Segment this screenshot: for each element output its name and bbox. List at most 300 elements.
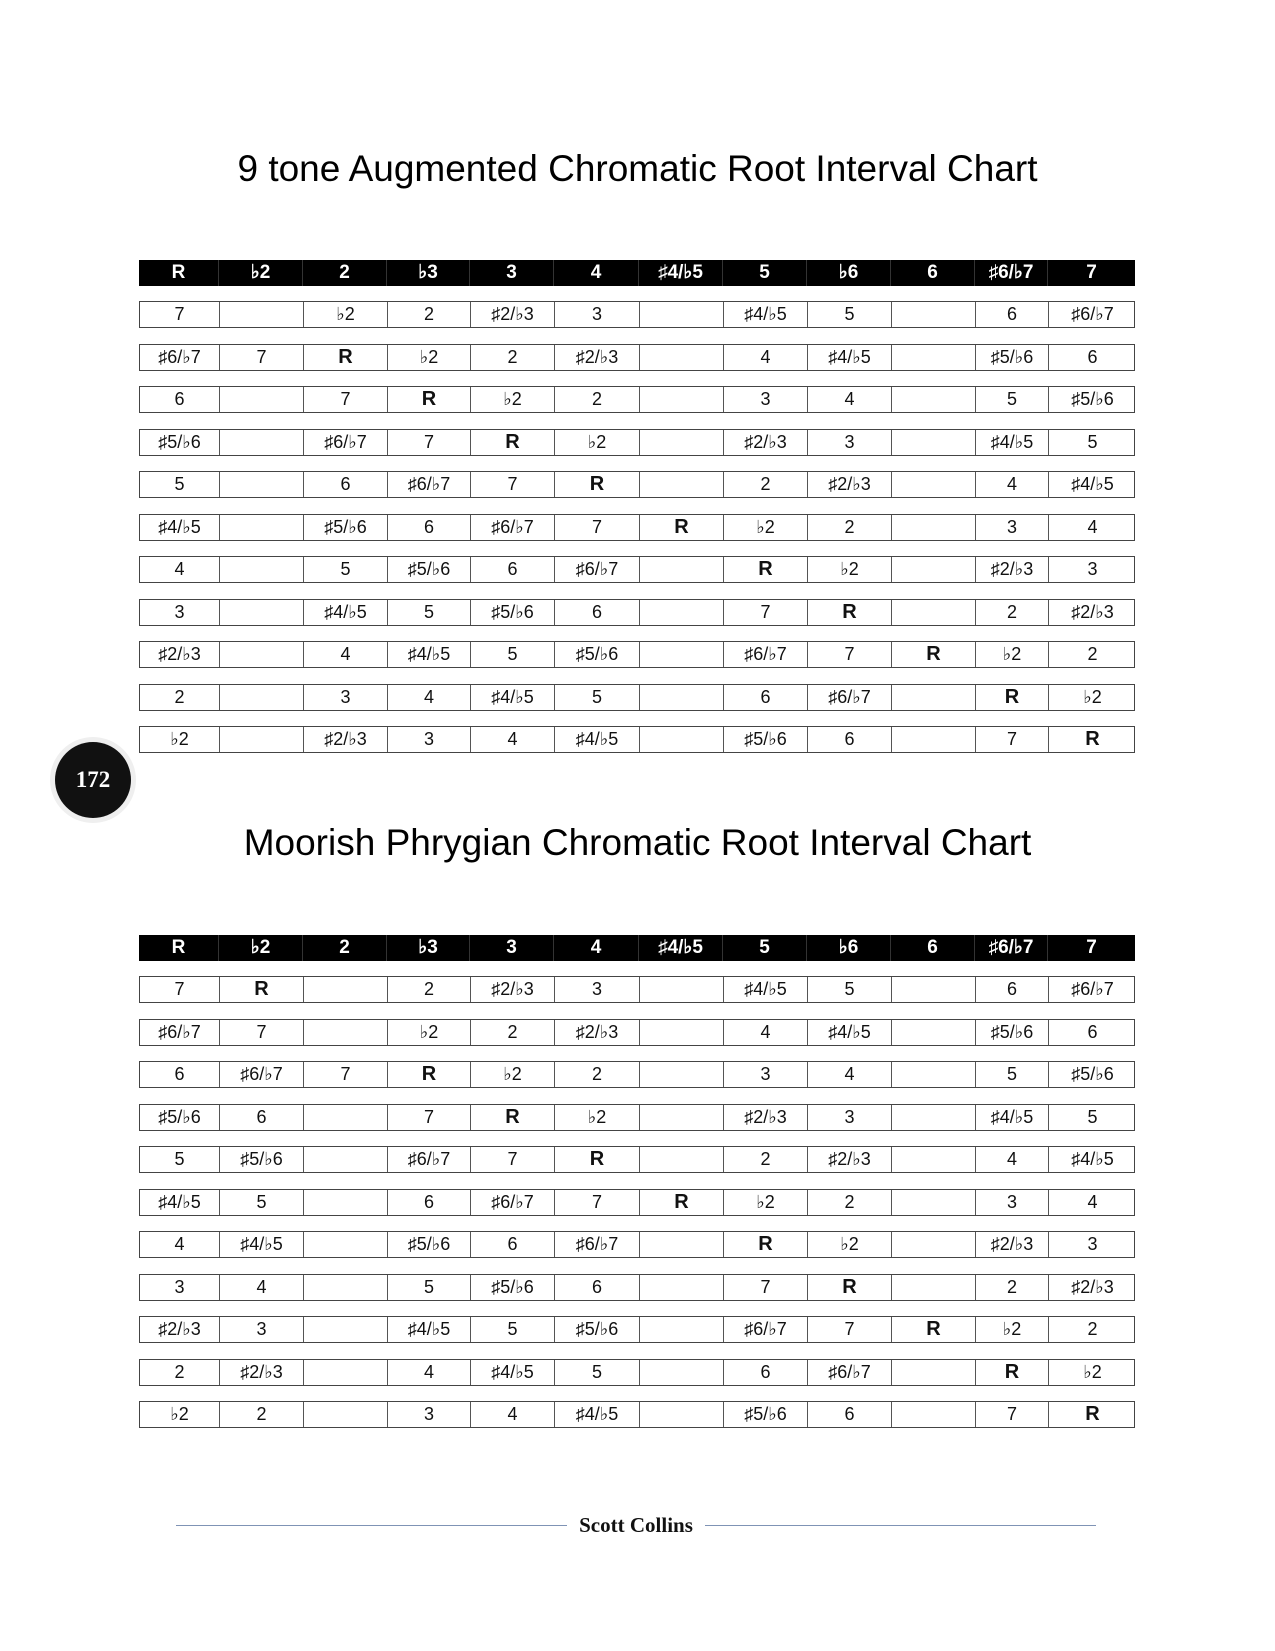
interval-cell: 4	[174, 559, 185, 579]
interval-cell: 2	[807, 515, 891, 540]
interval-cell: 6	[554, 1275, 639, 1300]
column-header: 7	[1047, 935, 1135, 961]
interval-cell	[639, 977, 723, 1002]
interval-cell: ♯6/♭7	[387, 472, 470, 497]
interval-cell: ♯6/♭7	[723, 642, 807, 667]
interval-cell: ♭2	[975, 642, 1048, 667]
interval-cell: 4	[219, 1275, 303, 1300]
interval-cell: 7	[723, 1275, 807, 1300]
column-header: ♯6/♭7	[974, 260, 1047, 286]
interval-cell: 4	[975, 472, 1048, 497]
interval-cell: ♭2	[470, 387, 554, 412]
interval-cell: ♯4/♭5	[975, 1105, 1048, 1130]
interval-cell: 2	[219, 1402, 303, 1427]
column-header: 2	[302, 260, 386, 286]
interval-cell: ♯4/♭5	[1048, 472, 1136, 497]
column-header: ♭3	[386, 935, 469, 961]
interval-cell: 6	[1048, 345, 1136, 370]
interval-cell: 3	[387, 1402, 470, 1427]
interval-cell: ♯6/♭7	[723, 1317, 807, 1342]
interval-cell: ♯6/♭7	[1048, 302, 1136, 327]
interval-cell: ♯2/♭3	[554, 1020, 639, 1045]
interval-cell: 6	[174, 389, 185, 409]
interval-cell: 7	[303, 1062, 387, 1087]
interval-cell: 6	[387, 515, 470, 540]
column-header: 6	[890, 935, 974, 961]
interval-cell: 2	[387, 977, 470, 1002]
interval-cell: 6	[387, 1190, 470, 1215]
root-cell: R	[470, 1105, 554, 1130]
interval-cell	[639, 600, 723, 625]
interval-table-moorish-phrygian	[139, 935, 1135, 1444]
interval-cell	[303, 1232, 387, 1257]
page-footer	[176, 1510, 1096, 1540]
interval-cell	[639, 557, 723, 582]
interval-cell	[891, 1020, 975, 1045]
table-row	[139, 1401, 1135, 1428]
interval-cell: ♯2/♭3	[807, 1147, 891, 1172]
interval-cell: ♯5/♭6	[554, 642, 639, 667]
interval-cell: ♯2/♭3	[975, 1232, 1048, 1257]
chart-title-augmented: 9 tone Augmented Chromatic Root Interval Chart	[237, 148, 1038, 189]
interval-cell: ♯2/♭3	[1048, 600, 1136, 625]
interval-cell: 6	[723, 1360, 807, 1385]
interval-cell: ♭2	[387, 345, 470, 370]
interval-cell: 5	[387, 600, 470, 625]
interval-cell	[891, 387, 975, 412]
table-row	[139, 514, 1135, 541]
interval-cell: ♯4/♭5	[387, 642, 470, 667]
interval-cell: 2	[554, 1062, 639, 1087]
interval-cell: 2	[723, 472, 807, 497]
table-row	[139, 1061, 1135, 1088]
interval-cell: ♯2/♭3	[975, 557, 1048, 582]
footer-author: Scott Collins	[579, 1512, 693, 1537]
interval-cell: ♭2	[723, 1190, 807, 1215]
page-number-badge: 172	[55, 742, 131, 818]
interval-cell: 6	[975, 302, 1048, 327]
interval-cell	[303, 1105, 387, 1130]
interval-cell: 6	[1048, 1020, 1136, 1045]
root-cell: R	[639, 515, 723, 540]
interval-cell: 3	[807, 430, 891, 455]
interval-cell	[219, 727, 303, 752]
interval-cell	[219, 685, 303, 710]
interval-cell: ♭2	[1048, 685, 1136, 710]
interval-cell: 3	[975, 1190, 1048, 1215]
root-cell: R	[554, 1147, 639, 1172]
interval-cell	[303, 1402, 387, 1427]
header-row	[139, 935, 1135, 961]
interval-cell	[639, 302, 723, 327]
interval-cell: 3	[219, 1317, 303, 1342]
table-row	[139, 1274, 1135, 1301]
column-header: 7	[1047, 260, 1135, 286]
interval-cell: ♭2	[170, 729, 189, 749]
interval-cell	[639, 642, 723, 667]
interval-cell: ♯6/♭7	[387, 1147, 470, 1172]
interval-cell: ♯5/♭6	[975, 1020, 1048, 1045]
interval-cell: 5	[174, 1149, 185, 1169]
table-row	[139, 556, 1135, 583]
interval-cell: 7	[219, 1020, 303, 1045]
interval-cell: ♭2	[807, 1232, 891, 1257]
interval-cell: 2	[554, 387, 639, 412]
interval-cell: ♯2/♭3	[554, 345, 639, 370]
interval-cell	[639, 1317, 723, 1342]
table-row	[139, 1146, 1135, 1173]
interval-cell	[303, 1147, 387, 1172]
interval-cell: ♭2	[723, 515, 807, 540]
interval-cell: 7	[807, 642, 891, 667]
interval-cell	[219, 515, 303, 540]
interval-cell: 4	[723, 345, 807, 370]
interval-cell: ♯5/♭6	[158, 1106, 201, 1127]
interval-cell	[891, 1232, 975, 1257]
interval-cell: ♯4/♭5	[723, 302, 807, 327]
interval-cell: 5	[470, 642, 554, 667]
interval-cell: ♭2	[470, 1062, 554, 1087]
interval-cell: 5	[219, 1190, 303, 1215]
column-header: ♯4/♭5	[638, 260, 722, 286]
interval-cell: 3	[723, 1062, 807, 1087]
interval-cell: 7	[387, 430, 470, 455]
interval-cell: ♯6/♭7	[219, 1062, 303, 1087]
interval-cell: 3	[174, 601, 185, 622]
interval-cell: 4	[174, 1234, 185, 1254]
interval-cell	[891, 557, 975, 582]
interval-cell: 7	[470, 1147, 554, 1172]
root-cell: R	[1048, 1402, 1136, 1427]
column-header: 4	[553, 935, 638, 961]
interval-cell: 5	[554, 1360, 639, 1385]
table-row	[139, 386, 1135, 413]
interval-cell: 6	[470, 557, 554, 582]
interval-cell: ♯4/♭5	[470, 1360, 554, 1385]
interval-cell: 4	[387, 1360, 470, 1385]
interval-cell	[639, 430, 723, 455]
interval-cell	[303, 1275, 387, 1300]
footer-rule-left	[176, 1525, 567, 1526]
interval-cell: 5	[807, 302, 891, 327]
interval-cell	[219, 302, 303, 327]
column-header: 3	[469, 260, 553, 286]
root-cell: R	[554, 472, 639, 497]
interval-cell: ♭2	[170, 1404, 189, 1424]
interval-cell: 2	[807, 1190, 891, 1215]
interval-cell: ♯5/♭6	[723, 727, 807, 752]
interval-cell: ♯2/♭3	[303, 727, 387, 752]
interval-cell: ♯2/♭3	[723, 1105, 807, 1130]
interval-cell: ♯6/♭7	[554, 557, 639, 582]
interval-cell: 2	[470, 345, 554, 370]
interval-cell: 2	[1048, 1317, 1136, 1342]
interval-cell: ♭2	[807, 557, 891, 582]
interval-cell: ♯2/♭3	[723, 430, 807, 455]
column-header: 5	[722, 260, 806, 286]
interval-cell: 3	[1048, 557, 1136, 582]
interval-cell: 5	[975, 387, 1048, 412]
interval-cell: 7	[975, 1402, 1048, 1427]
interval-cell: ♯6/♭7	[158, 1021, 201, 1042]
interval-cell: 4	[387, 685, 470, 710]
interval-cell	[891, 472, 975, 497]
interval-cell	[891, 1275, 975, 1300]
table-row	[139, 599, 1135, 626]
interval-cell	[639, 685, 723, 710]
interval-cell: ♯2/♭3	[470, 977, 554, 1002]
interval-cell	[303, 1360, 387, 1385]
root-cell: R	[387, 1062, 470, 1087]
table-row	[139, 976, 1135, 1003]
interval-cell: ♯5/♭6	[387, 1232, 470, 1257]
interval-cell	[639, 1062, 723, 1087]
root-cell: R	[723, 557, 807, 582]
interval-cell: ♯2/♭3	[219, 1360, 303, 1385]
table-row	[139, 684, 1135, 711]
interval-cell: 6	[470, 1232, 554, 1257]
table-row	[139, 1104, 1135, 1131]
interval-cell: 4	[1048, 515, 1136, 540]
interval-cell: 5	[554, 685, 639, 710]
interval-cell	[219, 642, 303, 667]
interval-cell: ♯5/♭6	[387, 557, 470, 582]
interval-cell	[891, 1147, 975, 1172]
interval-cell: 4	[807, 387, 891, 412]
interval-cell: 6	[554, 600, 639, 625]
interval-cell	[891, 685, 975, 710]
interval-cell: 3	[723, 387, 807, 412]
root-cell: R	[807, 600, 891, 625]
interval-cell: ♯5/♭6	[470, 600, 554, 625]
interval-cell: ♯2/♭3	[1048, 1275, 1136, 1300]
interval-cell: 5	[1048, 1105, 1136, 1130]
interval-cell: ♯6/♭7	[807, 685, 891, 710]
interval-cell: 6	[303, 472, 387, 497]
interval-cell: ♯6/♭7	[807, 1360, 891, 1385]
table-row	[139, 344, 1135, 371]
interval-cell: 4	[723, 1020, 807, 1045]
interval-cell: 6	[975, 977, 1048, 1002]
interval-cell	[219, 557, 303, 582]
interval-cell: ♯5/♭6	[470, 1275, 554, 1300]
interval-cell: 7	[387, 1105, 470, 1130]
interval-cell	[891, 345, 975, 370]
column-header: ♭2	[218, 935, 302, 961]
interval-cell: ♯4/♭5	[554, 1402, 639, 1427]
table-row	[139, 301, 1135, 328]
interval-cell: ♯2/♭3	[807, 472, 891, 497]
interval-cell: 4	[470, 727, 554, 752]
interval-cell: 5	[975, 1062, 1048, 1087]
interval-cell: ♯4/♭5	[470, 685, 554, 710]
table-row	[139, 641, 1135, 668]
interval-cell: ♯6/♭7	[470, 515, 554, 540]
chart-title-moorish-phrygian: Moorish Phrygian Chromatic Root Interval Chart	[243, 822, 1032, 863]
interval-cell	[303, 977, 387, 1002]
interval-cell: 7	[723, 600, 807, 625]
interval-cell: ♯4/♭5	[554, 727, 639, 752]
table-row	[139, 429, 1135, 456]
interval-table-augmented	[139, 260, 1135, 769]
interval-cell: ♯6/♭7	[303, 430, 387, 455]
interval-cell	[303, 1020, 387, 1045]
interval-cell: 7	[554, 515, 639, 540]
interval-cell: 5	[303, 557, 387, 582]
interval-cell: 5	[807, 977, 891, 1002]
interval-cell: 7	[470, 472, 554, 497]
interval-cell	[639, 1275, 723, 1300]
interval-cell: 3	[1048, 1232, 1136, 1257]
root-cell: R	[303, 345, 387, 370]
interval-cell: 2	[1048, 642, 1136, 667]
interval-cell: 5	[470, 1317, 554, 1342]
interval-cell: 2	[387, 302, 470, 327]
interval-cell: 2	[470, 1020, 554, 1045]
interval-cell	[891, 600, 975, 625]
root-cell: R	[975, 685, 1048, 710]
column-header: 2	[302, 935, 386, 961]
interval-cell: ♯5/♭6	[303, 515, 387, 540]
interval-cell	[639, 1105, 723, 1130]
table-row	[139, 726, 1135, 753]
interval-cell: 2	[975, 600, 1048, 625]
interval-cell: ♯4/♭5	[158, 516, 201, 537]
interval-cell: 2	[174, 686, 185, 707]
interval-cell	[891, 727, 975, 752]
root-cell: R	[1048, 727, 1136, 752]
table-row	[139, 1231, 1135, 1258]
interval-cell	[303, 1317, 387, 1342]
interval-cell: 3	[174, 1276, 185, 1297]
interval-cell: ♯6/♭7	[1048, 977, 1136, 1002]
column-header: 6	[890, 260, 974, 286]
root-cell: R	[470, 430, 554, 455]
interval-cell	[891, 515, 975, 540]
interval-cell: ♯2/♭3	[158, 1319, 201, 1339]
interval-cell: ♭2	[975, 1317, 1048, 1342]
header-row	[139, 260, 1135, 286]
interval-cell: 6	[807, 1402, 891, 1427]
interval-cell	[891, 1402, 975, 1427]
interval-cell: ♯4/♭5	[807, 1020, 891, 1045]
interval-cell: ♭2	[387, 1020, 470, 1045]
table-row	[139, 1019, 1135, 1046]
root-cell: R	[219, 977, 303, 1002]
root-cell: R	[891, 642, 975, 667]
interval-cell: 7	[174, 304, 185, 324]
column-header: ♭2	[218, 260, 302, 286]
root-cell: R	[639, 1190, 723, 1215]
interval-cell: 5	[1048, 430, 1136, 455]
root-cell: R	[387, 387, 470, 412]
interval-cell: ♯5/♭6	[723, 1402, 807, 1427]
interval-cell: 6	[219, 1105, 303, 1130]
table-row	[139, 471, 1135, 498]
interval-cell: 7	[975, 727, 1048, 752]
interval-cell	[891, 1190, 975, 1215]
interval-cell: ♯2/♭3	[470, 302, 554, 327]
interval-cell	[639, 1360, 723, 1385]
interval-cell	[219, 430, 303, 455]
interval-cell: 4	[1048, 1190, 1136, 1215]
interval-cell	[639, 1020, 723, 1045]
footer-rule-right	[705, 1525, 1096, 1526]
column-header: R	[171, 937, 186, 958]
interval-cell	[219, 387, 303, 412]
interval-cell: 3	[554, 302, 639, 327]
interval-cell: ♯5/♭6	[219, 1147, 303, 1172]
interval-cell	[891, 977, 975, 1002]
interval-cell	[639, 472, 723, 497]
interval-cell: ♭2	[554, 1105, 639, 1130]
interval-cell: 7	[554, 1190, 639, 1215]
interval-cell: ♯6/♭7	[158, 346, 201, 367]
interval-cell: ♯2/♭3	[158, 644, 201, 664]
interval-cell: 2	[975, 1275, 1048, 1300]
interval-cell: ♯5/♭6	[1048, 387, 1136, 412]
interval-cell: ♯4/♭5	[975, 430, 1048, 455]
interval-cell	[639, 387, 723, 412]
interval-cell: ♯5/♭6	[975, 345, 1048, 370]
root-cell: R	[807, 1275, 891, 1300]
interval-cell	[891, 1360, 975, 1385]
interval-cell: 3	[975, 515, 1048, 540]
interval-cell: 7	[174, 979, 185, 999]
interval-cell: ♭2	[1048, 1360, 1136, 1385]
interval-cell	[639, 1147, 723, 1172]
column-header: 3	[469, 935, 553, 961]
column-header: ♭3	[386, 260, 469, 286]
interval-cell: 4	[470, 1402, 554, 1427]
column-header: ♯4/♭5	[638, 935, 722, 961]
interval-cell: ♯6/♭7	[470, 1190, 554, 1215]
root-cell: R	[723, 1232, 807, 1257]
interval-cell: 3	[554, 977, 639, 1002]
interval-cell	[303, 1190, 387, 1215]
interval-cell: 2	[174, 1361, 185, 1382]
interval-cell	[891, 430, 975, 455]
interval-cell	[639, 1402, 723, 1427]
interval-cell: ♯4/♭5	[158, 1191, 201, 1212]
interval-cell: 7	[303, 387, 387, 412]
interval-cell: 3	[303, 685, 387, 710]
interval-cell: 6	[174, 1064, 185, 1084]
interval-cell	[639, 1232, 723, 1257]
root-cell: R	[975, 1360, 1048, 1385]
interval-cell	[891, 1062, 975, 1087]
interval-cell: ♯5/♭6	[1048, 1062, 1136, 1087]
interval-cell	[219, 600, 303, 625]
interval-cell: ♯5/♭6	[554, 1317, 639, 1342]
interval-cell: 7	[807, 1317, 891, 1342]
interval-cell: 3	[387, 727, 470, 752]
interval-cell: 5	[387, 1275, 470, 1300]
interval-cell: 4	[975, 1147, 1048, 1172]
interval-cell: ♯5/♭6	[158, 431, 201, 452]
interval-cell	[891, 302, 975, 327]
interval-cell	[639, 345, 723, 370]
interval-cell: 3	[807, 1105, 891, 1130]
column-header: ♭6	[806, 935, 890, 961]
interval-cell: 6	[723, 685, 807, 710]
column-header: ♯6/♭7	[974, 935, 1047, 961]
table-row	[139, 1189, 1135, 1216]
table-row	[139, 1316, 1135, 1343]
interval-cell: ♯4/♭5	[303, 600, 387, 625]
interval-cell: ♭2	[303, 302, 387, 327]
interval-cell: 2	[723, 1147, 807, 1172]
